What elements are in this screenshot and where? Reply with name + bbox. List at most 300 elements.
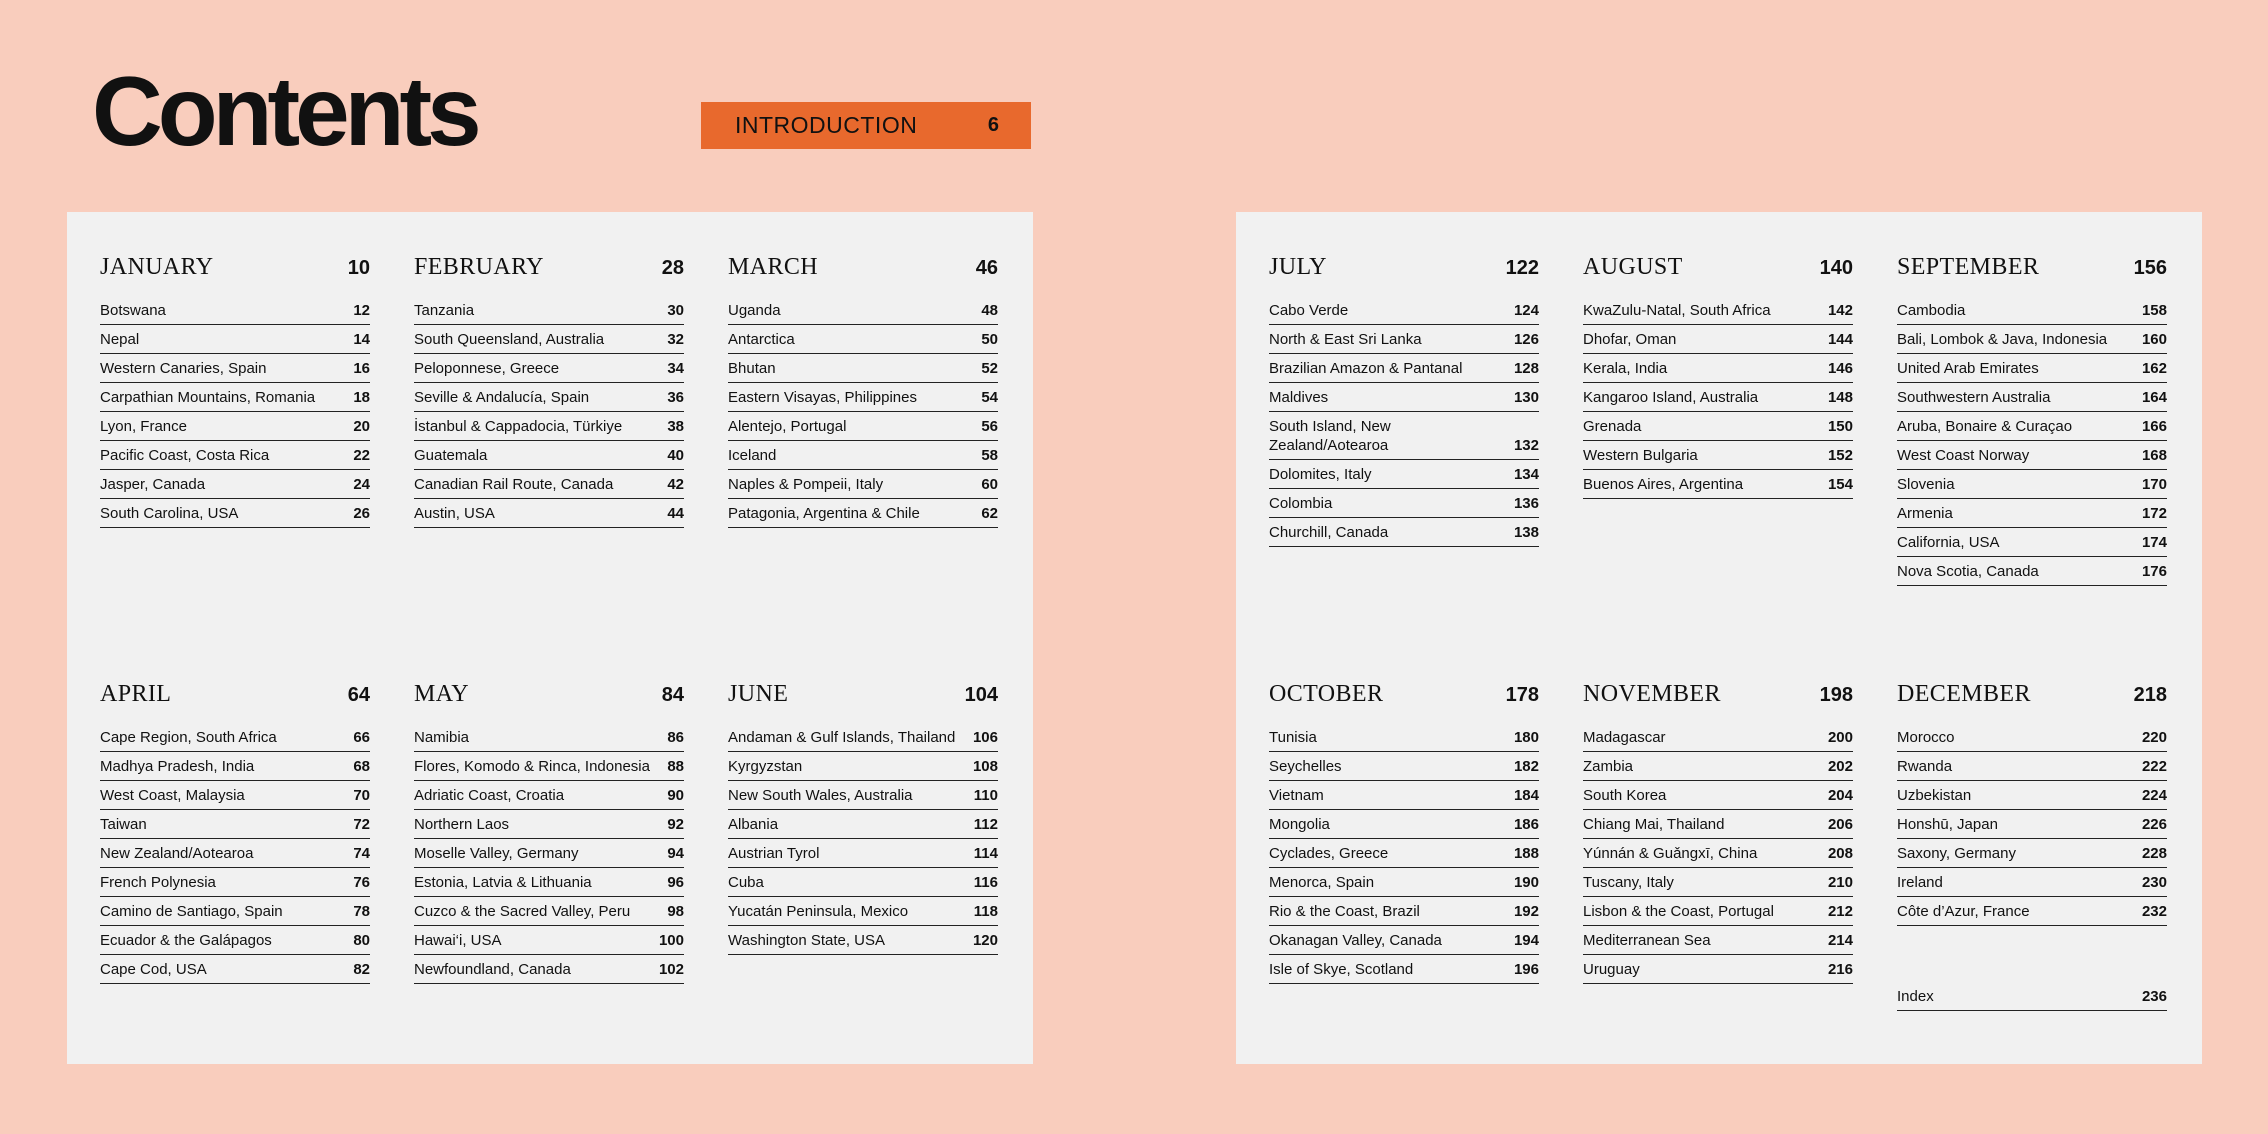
entry-page: 230 (2141, 874, 2167, 891)
contents-entry[interactable] (1269, 296, 1539, 325)
contents-entry[interactable] (1269, 926, 1539, 955)
introduction-link[interactable] (701, 102, 1031, 149)
entry-title: Ireland (1897, 874, 1943, 891)
contents-entry[interactable] (728, 868, 998, 897)
entry-title: Menorca, Spain (1269, 874, 1375, 891)
contents-entry[interactable] (414, 781, 684, 810)
entry-title: New South Wales, Australia (728, 787, 913, 804)
entry-title: Honshū, Japan (1897, 816, 1998, 833)
entry-page: 26 (353, 505, 370, 522)
entry-title: Rio & the Coast, Brazil (1269, 903, 1420, 920)
entry-title: Armenia (1897, 505, 1953, 522)
entry-title: Hawai‘i, USA (414, 932, 502, 949)
contents-entry[interactable] (414, 839, 684, 868)
contents-entry[interactable] (1269, 752, 1539, 781)
contents-entry[interactable] (414, 810, 684, 839)
entry-page: 92 (667, 816, 684, 833)
contents-entry[interactable] (1897, 296, 2167, 325)
entry-page: 166 (2141, 418, 2167, 435)
contents-entry[interactable] (1897, 441, 2167, 470)
entry-title: Buenos Aires, Argentina (1583, 476, 1744, 493)
entry-page: 150 (1827, 418, 1853, 435)
entry-title: Kangaroo Island, Australia (1583, 389, 1759, 406)
page-title: Contents (92, 56, 477, 166)
contents-entry[interactable] (100, 839, 370, 868)
contents-entry[interactable] (100, 810, 370, 839)
contents-entry[interactable] (1269, 839, 1539, 868)
entry-title: Patagonia, Argentina & Chile (728, 505, 920, 522)
contents-entry[interactable] (1269, 383, 1539, 412)
entry-title: Saxony, Germany (1897, 845, 2016, 862)
entry-title: Austin, USA (414, 505, 495, 522)
entry-page: 134 (1513, 466, 1539, 483)
month-heading[interactable] (1269, 254, 1539, 292)
month-name: MARCH (728, 254, 819, 280)
entry-title: West Coast, Malaysia (100, 787, 245, 804)
contents-entry[interactable] (414, 499, 684, 528)
entry-page: 42 (667, 476, 684, 493)
entry-page: 212 (1827, 903, 1853, 920)
entry-page: 206 (1827, 816, 1853, 833)
contents-entry[interactable] (100, 383, 370, 412)
month-heading[interactable] (728, 681, 998, 719)
entry-page: 190 (1513, 874, 1539, 891)
introduction-page: 6 (987, 114, 999, 136)
contents-entry[interactable] (1897, 412, 2167, 441)
entry-title: Churchill, Canada (1269, 524, 1389, 541)
contents-entry[interactable] (414, 441, 684, 470)
entry-page: 154 (1827, 476, 1853, 493)
entry-title: Carpathian Mountains, Romania (100, 389, 316, 406)
contents-entry[interactable] (1897, 810, 2167, 839)
entry-title: Southwestern Australia (1897, 389, 2051, 406)
entry-page: 82 (353, 961, 370, 978)
contents-panel-left (67, 212, 1033, 1064)
contents-entry[interactable] (1583, 723, 1853, 752)
entry-title: New Zealand/Aotearoa (100, 845, 254, 862)
month-page: 122 (1505, 257, 1539, 279)
entry-title: Northern Laos (414, 816, 510, 833)
contents-entry[interactable] (100, 868, 370, 897)
contents-entry[interactable] (414, 752, 684, 781)
entry-title: Cabo Verde (1269, 302, 1349, 319)
contents-entry[interactable] (1897, 528, 2167, 557)
contents-entry[interactable] (728, 723, 998, 752)
contents-entry[interactable] (1583, 470, 1853, 499)
index-row (1897, 982, 2167, 1011)
entry-page: 70 (353, 787, 370, 804)
entry-title: California, USA (1897, 534, 2000, 551)
contents-entry[interactable] (100, 926, 370, 955)
contents-entry[interactable] (1583, 926, 1853, 955)
entry-title: Tanzania (414, 302, 475, 319)
month-heading[interactable] (100, 681, 370, 719)
contents-entry[interactable] (1897, 723, 2167, 752)
entry-title: Chiang Mai, Thailand (1583, 816, 1725, 833)
entry-page: 168 (2141, 447, 2167, 464)
month-heading[interactable] (1897, 254, 2167, 292)
month-section-september (1897, 254, 2167, 586)
contents-entry[interactable] (728, 412, 998, 441)
entry-title: Okanagan Valley, Canada (1269, 932, 1442, 949)
contents-entry[interactable] (1269, 810, 1539, 839)
entry-page: 216 (1827, 961, 1853, 978)
month-name: APRIL (100, 681, 172, 707)
contents-entry[interactable] (1897, 868, 2167, 897)
entry-title: Seychelles (1269, 758, 1342, 775)
contents-entry[interactable] (1897, 383, 2167, 412)
contents-entry[interactable] (1583, 839, 1853, 868)
contents-entry[interactable] (414, 412, 684, 441)
month-name: OCTOBER (1269, 681, 1384, 707)
entry-title: French Polynesia (100, 874, 216, 891)
entry-page: 196 (1513, 961, 1539, 978)
contents-entry[interactable] (1897, 752, 2167, 781)
contents-entry[interactable] (414, 296, 684, 325)
entry-page: 98 (667, 903, 684, 920)
entry-page: 16 (353, 360, 370, 377)
entry-page: 160 (2141, 331, 2167, 348)
entry-page: 222 (2141, 758, 2167, 775)
entry-page: 62 (981, 505, 998, 522)
entry-page: 144 (1827, 331, 1853, 348)
entry-title: Canadian Rail Route, Canada (414, 476, 614, 493)
month-page: 178 (1505, 684, 1539, 706)
entry-page: 56 (981, 418, 998, 435)
entry-page: 88 (667, 758, 684, 775)
contents-entry[interactable] (728, 897, 998, 926)
entry-page: 142 (1827, 302, 1853, 319)
entry-page: 38 (667, 418, 684, 435)
month-heading[interactable] (1269, 681, 1539, 719)
month-page: 64 (347, 684, 370, 706)
contents-entry[interactable] (1583, 441, 1853, 470)
entry-title: Maldives (1269, 389, 1329, 406)
contents-entry[interactable] (1269, 518, 1539, 547)
contents-entry[interactable] (1897, 470, 2167, 499)
month-heading[interactable] (1583, 254, 1853, 292)
contents-entry[interactable] (100, 781, 370, 810)
contents-entry[interactable] (414, 325, 684, 354)
entry-page: 32 (667, 331, 684, 348)
month-heading[interactable] (1897, 681, 2167, 719)
entry-page: 210 (1827, 874, 1853, 891)
entry-page: 54 (981, 389, 998, 406)
entry-title: İstanbul & Cappadocia, Türkiye (414, 418, 623, 435)
entry-title: Tuscany, Italy (1583, 874, 1674, 891)
entry-page: 124 (1513, 302, 1539, 319)
contents-entry[interactable] (414, 723, 684, 752)
entry-page: 184 (1513, 787, 1539, 804)
entry-page: 148 (1827, 389, 1853, 406)
month-section-may (414, 681, 684, 984)
entry-title: Uruguay (1583, 961, 1640, 978)
entry-title: Namibia (414, 729, 470, 746)
entry-title: Nepal (100, 331, 140, 348)
contents-entry[interactable] (728, 781, 998, 810)
entry-page: 60 (981, 476, 998, 493)
entry-title: Grenada (1583, 418, 1642, 435)
entry-page: 126 (1513, 331, 1539, 348)
contents-entry[interactable] (100, 470, 370, 499)
contents-entry[interactable] (1269, 781, 1539, 810)
contents-entry[interactable] (728, 839, 998, 868)
entry-page: 110 (973, 787, 998, 804)
month-section-july (1269, 254, 1539, 547)
entry-page: 76 (353, 874, 370, 891)
entry-title: United Arab Emirates (1897, 360, 2039, 377)
contents-entry[interactable] (1897, 354, 2167, 383)
entry-page: 112 (973, 816, 998, 833)
entry-page: 132 (1513, 437, 1539, 454)
entry-title: Iceland (728, 447, 777, 464)
entry-title: Côte d’Azur, France (1897, 903, 2030, 920)
contents-entry[interactable] (100, 955, 370, 984)
month-section-august (1583, 254, 1853, 499)
month-heading[interactable] (414, 681, 684, 719)
entry-title: Pacific Coast, Costa Rica (100, 447, 270, 464)
entry-page: 158 (2141, 302, 2167, 319)
contents-entry[interactable] (728, 354, 998, 383)
contents-entry[interactable] (100, 752, 370, 781)
entry-page: 182 (1513, 758, 1539, 775)
month-section-november (1583, 681, 1853, 984)
contents-entry[interactable] (414, 383, 684, 412)
entry-page: 220 (2141, 729, 2167, 746)
entry-title: Guatemala (414, 447, 488, 464)
month-name: JUNE (728, 681, 789, 707)
contents-entry[interactable] (1897, 557, 2167, 586)
entry-page: 186 (1513, 816, 1539, 833)
contents-entry[interactable] (414, 926, 684, 955)
entry-page: 96 (667, 874, 684, 891)
contents-entry[interactable] (1269, 723, 1539, 752)
entry-page: 50 (981, 331, 998, 348)
month-name: AUGUST (1583, 254, 1683, 280)
contents-entry[interactable] (100, 897, 370, 926)
contents-entry[interactable] (1583, 412, 1853, 441)
month-heading[interactable] (1583, 681, 1853, 719)
entry-page: 128 (1513, 360, 1539, 377)
entry-page: 188 (1513, 845, 1539, 862)
contents-entry[interactable] (100, 499, 370, 528)
entry-title: Cuba (728, 874, 764, 891)
contents-entry[interactable] (728, 810, 998, 839)
entry-title: Alentejo, Portugal (728, 418, 847, 435)
contents-entry[interactable] (728, 325, 998, 354)
entry-page: 114 (973, 845, 998, 862)
entry-title: Morocco (1897, 729, 1955, 746)
entry-page: 100 (658, 932, 684, 949)
contents-entry[interactable] (728, 752, 998, 781)
entry-page: 94 (667, 845, 684, 862)
contents-entry[interactable] (728, 441, 998, 470)
entry-title: Antarctica (728, 331, 795, 348)
month-heading[interactable] (414, 254, 684, 292)
entry-page: 192 (1513, 903, 1539, 920)
contents-entry[interactable] (1269, 955, 1539, 984)
entry-page: 90 (667, 787, 684, 804)
contents-entry[interactable] (1897, 781, 2167, 810)
entry-title: Slovenia (1897, 476, 1955, 493)
entry-page: 40 (667, 447, 684, 464)
month-page: 218 (2133, 684, 2167, 706)
entry-page: 208 (1827, 845, 1853, 862)
entry-title: Mongolia (1269, 816, 1330, 833)
contents-entry[interactable] (1269, 354, 1539, 383)
contents-entry[interactable] (414, 868, 684, 897)
contents-entry[interactable] (1583, 752, 1853, 781)
contents-entry[interactable] (728, 296, 998, 325)
entry-title: Jasper, Canada (100, 476, 206, 493)
entry-page: 172 (2141, 505, 2167, 522)
entry-page: 36 (667, 389, 684, 406)
entry-page: 232 (2141, 903, 2167, 920)
contents-entry[interactable] (1583, 781, 1853, 810)
entry-title: Dhofar, Oman (1583, 331, 1677, 348)
contents-entry[interactable] (1269, 460, 1539, 489)
contents-entry[interactable] (1583, 296, 1853, 325)
entry-title: Ecuador & the Galápagos (100, 932, 272, 949)
entry-page: 52 (981, 360, 998, 377)
entry-title: Cape Region, South Africa (100, 729, 277, 746)
contents-entry[interactable] (1897, 897, 2167, 926)
month-page: 84 (661, 684, 684, 706)
contents-entry[interactable] (728, 470, 998, 499)
contents-entry[interactable] (414, 470, 684, 499)
month-page: 104 (964, 684, 998, 706)
entry-title: Naples & Pompeii, Italy (728, 476, 884, 493)
contents-entry[interactable] (728, 383, 998, 412)
entry-page: 24 (353, 476, 370, 493)
entry-page: 12 (353, 302, 370, 319)
contents-entry[interactable] (100, 325, 370, 354)
contents-entry[interactable] (728, 926, 998, 955)
entry-title: Flores, Komodo & Rinca, Indonesia (414, 758, 650, 775)
index-entry[interactable] (1897, 982, 2167, 1011)
entry-title: Zambia (1583, 758, 1634, 775)
contents-entry[interactable] (100, 354, 370, 383)
month-name: JANUARY (100, 254, 214, 280)
entry-page: 48 (981, 302, 998, 319)
entry-title: Nova Scotia, Canada (1897, 563, 2039, 580)
entry-page: 66 (353, 729, 370, 746)
contents-entry[interactable] (1897, 839, 2167, 868)
entry-title: Taiwan (100, 816, 147, 833)
contents-entry[interactable] (1583, 955, 1853, 984)
entry-title: Botswana (100, 302, 166, 319)
contents-entry[interactable] (1269, 897, 1539, 926)
entry-title: Cyclades, Greece (1269, 845, 1389, 862)
month-name: MAY (414, 681, 470, 707)
month-heading[interactable] (100, 254, 370, 292)
entry-title: Tunisia (1269, 729, 1317, 746)
entry-title: South Carolina, USA (100, 505, 239, 522)
entry-page: 180 (1513, 729, 1539, 746)
contents-entry[interactable] (1583, 810, 1853, 839)
entry-title: Aruba, Bonaire & Curaçao (1897, 418, 2073, 435)
entry-page: 194 (1513, 932, 1539, 949)
entry-page: 102 (658, 961, 684, 978)
contents-entry[interactable] (100, 441, 370, 470)
month-name: FEBRUARY (414, 254, 544, 280)
entry-title: Colombia (1269, 495, 1333, 512)
month-name: NOVEMBER (1583, 681, 1721, 707)
entry-page: 226 (2141, 816, 2167, 833)
entry-page: 214 (1827, 932, 1853, 949)
contents-entry[interactable] (414, 955, 684, 984)
month-page: 10 (347, 257, 370, 279)
contents-entry[interactable] (1583, 868, 1853, 897)
contents-entry[interactable] (1583, 383, 1853, 412)
contents-entry[interactable] (1583, 897, 1853, 926)
entry-title: Madagascar (1583, 729, 1666, 746)
entry-title: Mediterranean Sea (1583, 932, 1711, 949)
entry-page: 58 (981, 447, 998, 464)
month-section-december (1897, 681, 2167, 926)
contents-entry[interactable] (1269, 868, 1539, 897)
contents-entry[interactable] (1269, 325, 1539, 354)
entry-title: Albania (728, 816, 779, 833)
entry-page: 34 (667, 360, 684, 377)
index-label: Index (1897, 988, 1934, 1005)
contents-entry[interactable] (1269, 489, 1539, 518)
contents-entry[interactable] (1897, 499, 2167, 528)
entry-page: 80 (353, 932, 370, 949)
contents-entry[interactable] (100, 412, 370, 441)
month-page: 156 (2133, 257, 2167, 279)
contents-entry[interactable] (728, 499, 998, 528)
entry-page: 116 (973, 874, 998, 891)
entry-title: Eastern Visayas, Philippines (728, 389, 917, 406)
entry-title: Kerala, India (1583, 360, 1668, 377)
contents-entry[interactable] (414, 897, 684, 926)
index-page: 236 (2141, 988, 2167, 1005)
entry-page: 106 (972, 729, 998, 746)
entry-title: Seville & Andalucía, Spain (414, 389, 590, 406)
entry-title: South Island, New Zealand/Aotearoa (1269, 418, 1391, 454)
contents-entry[interactable] (100, 296, 370, 325)
contents-entry[interactable] (414, 354, 684, 383)
entry-title: Moselle Valley, Germany (414, 845, 579, 862)
contents-entry[interactable] (1269, 412, 1539, 460)
month-section-march (728, 254, 998, 528)
entry-title: Vietnam (1269, 787, 1324, 804)
month-page: 140 (1819, 257, 1853, 279)
entry-title: Western Canaries, Spain (100, 360, 267, 377)
entry-title: Cuzco & the Sacred Valley, Peru (414, 903, 631, 920)
entry-title: Rwanda (1897, 758, 1953, 775)
month-page: 46 (975, 257, 998, 279)
entry-page: 146 (1827, 360, 1853, 377)
month-section-june (728, 681, 998, 955)
entry-title: Western Bulgaria (1583, 447, 1698, 464)
month-heading[interactable] (728, 254, 998, 292)
contents-entry[interactable] (1583, 354, 1853, 383)
contents-entry[interactable] (100, 723, 370, 752)
month-page: 198 (1819, 684, 1853, 706)
entry-title: South Queensland, Australia (414, 331, 605, 348)
contents-entry[interactable] (1583, 325, 1853, 354)
entry-page: 176 (2141, 563, 2167, 580)
entry-page: 18 (353, 389, 370, 406)
entry-title: North & East Sri Lanka (1269, 331, 1422, 348)
contents-entry[interactable] (1897, 325, 2167, 354)
entry-title: Washington State, USA (728, 932, 886, 949)
entry-page: 164 (2141, 389, 2167, 406)
month-section-february (414, 254, 684, 528)
entry-page: 224 (2141, 787, 2167, 804)
